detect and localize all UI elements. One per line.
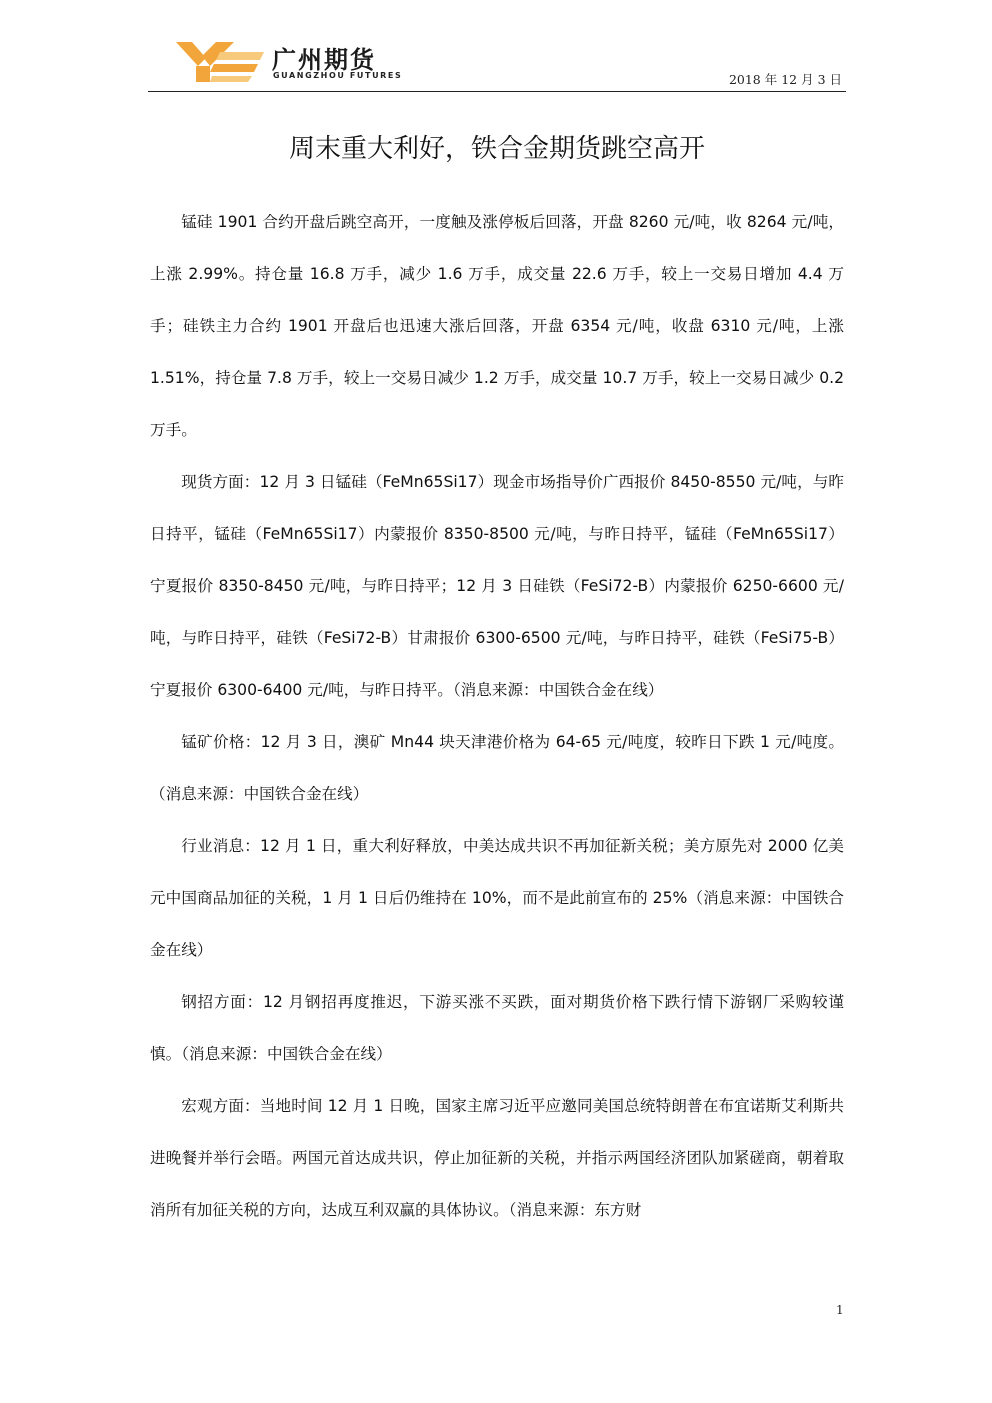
page-number: 1 [836, 1303, 844, 1317]
article-body [150, 196, 844, 1236]
report-date: 2018 年 12 月 3 日 [728, 72, 842, 87]
logo-mark-icon [172, 38, 272, 86]
paragraph-industry-news: 行业消息：12 月 1 日，重大利好释放，中美达成共识不再加征新关税；美方原先对 2000 亿美元中国商品加征的关税，1 月 1 日后仍维持在 10%，而不是此前宣布的 25%（消息来源：中国铁合金在线） [150, 837, 844, 959]
paragraph-steel-tender: 钢招方面：12 月钢招再度推迟，下游买涨不买跌，面对期货价格下跌行情下游钢厂采购较谨慎。（消息来源：中国铁合金在线） [150, 993, 844, 1063]
logo-english-name: GUANGZHOU FUTURES [273, 71, 403, 80]
company-logo [172, 38, 403, 86]
logo-chinese-name: 广州期货 [272, 46, 376, 74]
article-title: 周末重大利好，铁合金期货跳空高开 [288, 134, 705, 164]
paragraph-spot-prices: 现货方面：12 月 3 日锰硅（FeMn65Si17）现金市场指导价广西报价 8450-8550 元/吨，与昨日持平，锰硅（FeMn65Si17）内蒙报价 8350-8500 元/吨，与昨日持平，锰硅（FeMn65Si17）宁夏报价 8350-8450 元/吨，与昨日持平；12 月 3 日硅铁（FeSi72-B）内蒙报价 6250-6600 元/吨，与昨日持平，硅铁（FeSi72-B）甘肃报价 6300-6500 元/吨，与昨日持平，硅铁（FeSi75-B）宁夏报价 6300-6400 元/吨，与昨日持平。（消息来源：中国铁合金在线） [150, 473, 844, 699]
paragraph-macro: 宏观方面：当地时间 12 月 1 日晚，国家主席习近平应邀同美国总统特朗普在布宜诺斯艾利斯共进晚餐并举行会晤。两国元首达成共识，停止加征新的关税，并指示两国经济团队加紧磋商，朝着取消所有加征关税的方向，达成互利双赢的具体协议。（消息来源：东方财 [150, 1097, 844, 1219]
header-divider [148, 91, 846, 92]
page-header [148, 36, 846, 94]
paragraph-ore-prices: 锰矿价格：12 月 3 日，澳矿 Mn44 块天津港价格为 64-65 元/吨度，较昨日下跌 1 元/吨度。（消息来源：中国铁合金在线） [150, 733, 844, 803]
paragraph-market-summary: 锰硅 1901 合约开盘后跳空高开，一度触及涨停板后回落，开盘 8260 元/吨，收 8264 元/吨，上涨 2.99%。持仓量 16.8 万手，减少 1.6 万手，成交量 22.6 万手，较上一交易日增加 4.4 万手；硅铁主力合约 1901 开盘后也迅速大涨后回落，开盘 6354 元/吨，收盘 6310 元/吨，上涨 1.51%，持仓量 7.8 万手，较上一交易日减少 1.2 万手，成交量 10.7 万手，较上一交易日减少 0.2 万手。 [150, 213, 844, 439]
